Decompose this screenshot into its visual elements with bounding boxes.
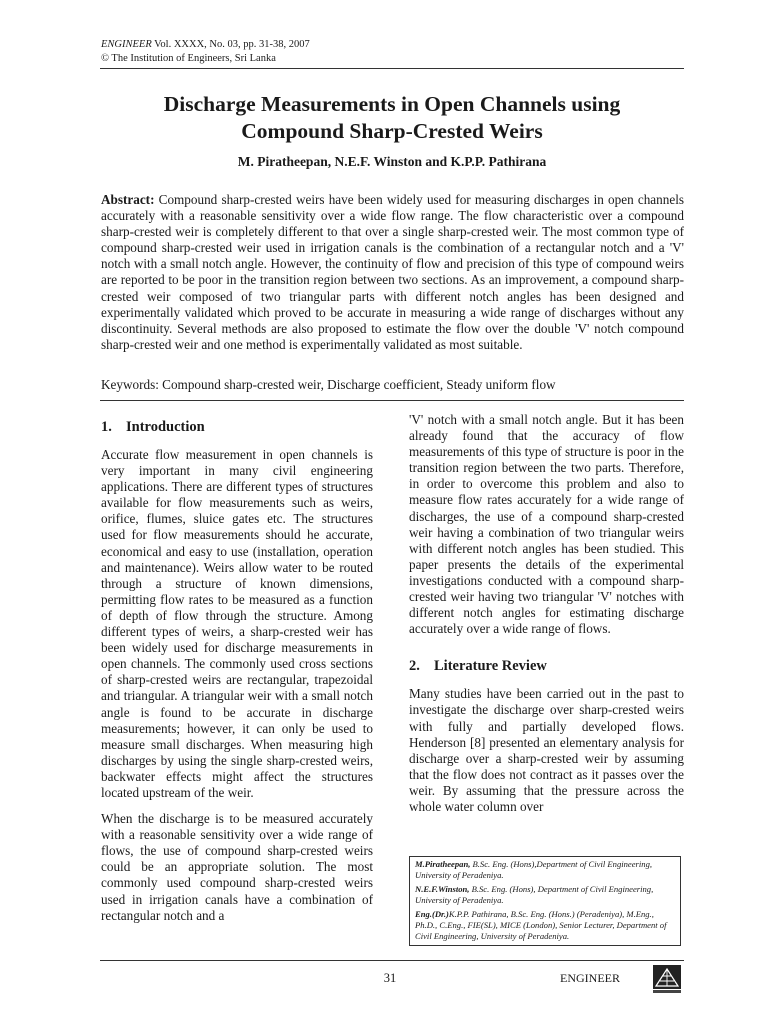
page-number: 31 [383,971,397,985]
footnote-text: K.P.P. Pathirana, B.Sc. Eng. (Hons.) (Peradeniya), M.Eng., Ph.D., C.Eng., FIE(SL), MICE (London), Senior Lecturer, Department of Civil Engineering, University of Peradeniya. [415,909,667,941]
institution-logo-icon [652,964,682,994]
paper-title [100,91,684,145]
section-heading-introduction [101,418,373,436]
footnote-text: B.Sc. Eng. (Hons),Department of Civil Engineering, University of Peradeniya. [415,859,653,880]
footnote-item [415,909,676,942]
journal-header [101,38,310,65]
section-heading-literature-review [409,657,684,675]
keywords: Keywords: Compound sharp-crested weir, Discharge coefficient, Steady uniform flow [101,377,556,392]
abstract [101,192,684,353]
section-number: 1. [101,419,112,435]
right-column [409,412,684,825]
title-line-2: Compound Sharp-Crested Weirs [241,119,543,143]
title-line-1: Discharge Measurements in Open Channels using [163,92,621,116]
footnote-text: B.Sc. Eng. (Hons), Department of Civil Engineering, University of Peradeniya. [415,884,654,905]
intro-paragraph-1: Accurate flow measurement in open channels is very important in many civil engineering applications. There are different types of structures available for flow measurements such as weirs, orifice, flumes, sluice gates etc. The structures used for flow measurements should he accurate, economical and easy to use (installation, operation and maintenance). Weirs allow water to be routed through a structure of known dimensions, permitting flow rates to be measured as a function of depth of flow through the structure. Among different types of weirs, a sharp-crested weir has been widely used for discharge measurements in open channels. The commonly used cross sections of sharp-crested weirs are rectangular, trapezoidal and triangular. A triangular weir with a small notch angle is found to be accurate in discharge measurements; however, it can only be used to measure small discharges. When measuring high discharges by using the single sharp-crested weirs, backwater effects might affect the structures located upstream of the weir. [101,447,373,800]
footnote-item [415,859,676,881]
lit-paragraph-1: Many studies have been carried out in the past to investigate the discharge over sharp-crested weirs with fully and partially developed flows. Henderson [8] presented an elementary analysis for discharge over a sharp-crested weir by assuming that the flow does not contract as it passes over the weir. By assuming that the pressure across the whole water column over [409,686,684,814]
section-title: Introduction [126,419,205,435]
author-list: M. Piratheepan, N.E.F. Winston and K.P.P. Pathirana [237,154,547,169]
journal-name: ENGINEER [101,39,152,50]
abstract-label: Abstract: [101,192,155,207]
volume-info: Vol. XXXX, No. 03, pp. 31-38, 2007 [151,39,310,50]
copyright-line: © The Institution of Engineers, Sri Lanka [101,52,276,64]
intro-paragraph-2: When the discharge is to be measured accurately with a reasonable sensitivity over a wide range of flows, the use of compound sharp-crested weirs could be an appropriate solution. The most commonly used compound sharp-crested weirs used in irrigation canals have a combination of rectangular notch and a [101,811,373,923]
footnote-name: M.Piratheepan, [415,859,471,869]
footer-journal-name: ENGINEER [560,971,620,985]
section-number: 2. [409,658,420,675]
abstract-text: Compound sharp-crested weirs have been widely used for measuring discharges in open channels accurately with a reasonable sensitivity over a wide flow range. The flow characteristic over a compound sharp-crested weir is completely different to that over a single sharp-crested weir. The most common type of compound sharp-crested weir used in irrigation canals is the combination of a rectangular notch and a 'V' notch with a small notch angle. However, the continuity of flow and precision of this type of compound weirs are reported to be poor in the transition region between two sections. As an improvement, a compound sharp-crested weir composed of two triangular parts with different notch angles has been designed and experimentally validated which proved to be accurate in measuring a wide range of discharges without any discontinuity. Several methods are also proposed to estimate the flow over the double 'V' notch compound sharp-crested weir and one method is experimentally validated as most suitable. [101,192,684,352]
author-affiliations-box [409,856,681,946]
section-divider [100,400,684,401]
footnote-item [415,884,676,906]
top-divider [100,68,684,69]
section-title: Literature Review [434,658,547,675]
left-column [101,418,373,934]
footnote-name: Eng.(Dr.) [415,909,449,919]
footnote-name: N.E.F.Winston, [415,884,470,894]
bottom-divider [100,960,684,961]
intro-paragraph-3: 'V' notch with a small notch angle. But it has been already found that the accuracy of flow measurements of this type of structure is poor in the transition region between the two parts. Therefore, in order to overcome this problem and also to measure flow rates accurately for a wide range of discharges, the use of a compound sharp-crested weir having a combination of two triangular weirs with different notch angles has been studied. This paper presents the details of the experimental investigations conducted with a compound sharp-crested weir having two triangular 'V' notches with different notch angles for estimating discharge accurately over a wide range of flows. [409,412,684,637]
volume-line [101,38,310,52]
